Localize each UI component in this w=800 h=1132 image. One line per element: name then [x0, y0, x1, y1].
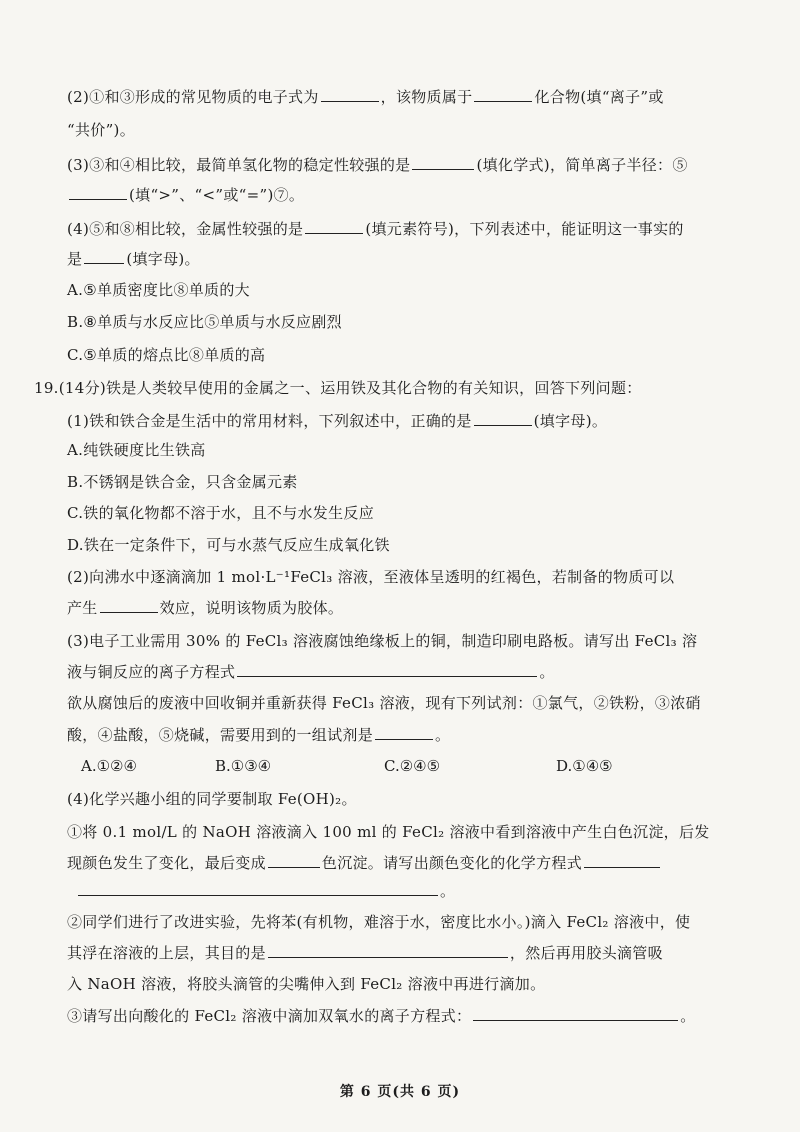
- text: 现颜色发生了变化，最后变成: [67, 854, 266, 872]
- text: C.⑤单质的熔点比⑧单质的高: [67, 346, 266, 364]
- q18-part3-line1: [67, 154, 688, 175]
- q18-option-c: [67, 345, 265, 365]
- q18-part2-line1: [67, 86, 664, 107]
- q19-part3-option-b: [215, 756, 271, 776]
- text: (4)化学兴趣小组的同学要制取 Fe(OH)₂。: [67, 790, 357, 808]
- q19-part4-sub2-line1: [67, 912, 690, 932]
- q19-part2-line1: [67, 567, 674, 587]
- q19-part4-heading: [67, 789, 357, 809]
- page-footer: 第 6 页(共 6 页): [339, 1084, 461, 1100]
- q19-part3-option-c: [384, 756, 440, 776]
- text: D.①④⑤: [556, 757, 613, 775]
- q19-part2-line2: [67, 597, 343, 618]
- text: 效应，说明该物质为胶体。: [159, 599, 344, 617]
- answer-blank[interactable]: [473, 1005, 678, 1021]
- text: ②同学们进行了改进实验，先将苯(有机物，难溶于水，密度比水小。)滴入 FeCl₂ 溶液中，使: [67, 913, 691, 931]
- text: 19.(14分)铁是人类较早使用的金属之一、运用铁及其化合物的有关知识，回答下列问题：: [34, 379, 642, 397]
- q19-part3-line4: [67, 724, 450, 745]
- answer-blank[interactable]: [69, 184, 127, 200]
- text: (2)向沸水中逐滴滴加 1 mol·L⁻¹FeCl₃ 溶液，至液体呈透明的红褐色，若制备的物质可以: [67, 568, 675, 586]
- answer-blank[interactable]: [375, 724, 433, 740]
- q18-option-a: [67, 280, 250, 300]
- text: 入 NaOH 溶液，将胶头滴管的尖嘴伸入到 FeCl₂ 溶液中再进行滴加。: [67, 975, 546, 993]
- q19-part1-option-d: [67, 535, 390, 555]
- q19-part1-option-b: [67, 472, 298, 492]
- text: (2)①和③形成的常见物质的电子式为: [67, 88, 319, 106]
- text: “共价”)。: [67, 121, 135, 139]
- answer-blank[interactable]: [268, 852, 320, 868]
- text: 其浮在溶液的上层，其目的是: [67, 944, 266, 962]
- text: ①将 0.1 mol/L 的 NaOH 溶液滴入 100 ml 的 FeCl₂ 溶液中看到溶液中产生白色沉淀，后发: [67, 823, 710, 841]
- text: B.①③④: [215, 757, 272, 775]
- q19-part1: [67, 410, 607, 431]
- answer-blank[interactable]: [268, 942, 508, 958]
- text: A.纯铁硬度比生铁高: [67, 441, 206, 459]
- text: (填“>”、“<”或“=”)⑦。: [129, 186, 305, 204]
- answer-blank[interactable]: [84, 248, 124, 264]
- q19-part4-sub2-line3: [67, 974, 545, 994]
- text: 是: [67, 250, 83, 268]
- text: (3)电子工业需用 30% 的 FeCl₃ 溶液腐蚀绝缘板上的铜，制造印刷电路板。请写出 FeCl₃ 溶: [67, 632, 698, 650]
- text: (填字母)。: [533, 412, 608, 430]
- answer-blank[interactable]: [412, 154, 474, 170]
- text: 。: [440, 882, 456, 900]
- q19-part4-sub1-line2: [67, 852, 662, 873]
- text: 产生: [67, 599, 98, 617]
- q19-part1-option-c: [67, 503, 374, 523]
- text: 欲从腐蚀后的废液中回收铜并重新获得 FeCl₃ 溶液，现有下列试剂：①氯气，②铁粉，③浓硝: [67, 694, 701, 712]
- answer-blank[interactable]: [237, 661, 537, 677]
- text: B.⑧单质与水反应比⑤单质与水反应剧烈: [67, 313, 342, 331]
- q19-part3-line1: [67, 631, 697, 651]
- text: C.②④⑤: [384, 757, 441, 775]
- text: 化合物(填“离子”或: [534, 88, 664, 106]
- text: A.⑤单质密度比⑧单质的大: [67, 281, 250, 299]
- q19-heading: [34, 378, 642, 398]
- text: ，该物质属于: [380, 88, 473, 106]
- answer-blank[interactable]: [584, 852, 660, 868]
- text: ，然后再用胶头滴管吸: [509, 944, 663, 962]
- text: 液与铜反应的离子方程式: [67, 663, 236, 681]
- q18-part4-line1: [67, 218, 684, 239]
- text: 色沉淀。请写出颜色变化的化学方程式: [321, 854, 583, 872]
- answer-blank[interactable]: [100, 597, 158, 613]
- text: (填字母)。: [126, 250, 200, 268]
- text: 酸，④盐酸，⑤烧碱，需要用到的一组试剂是: [67, 726, 374, 744]
- text: 。: [680, 1007, 696, 1025]
- q19-part3-line3: [67, 693, 701, 713]
- q19-part3-option-a: [81, 756, 137, 776]
- answer-blank[interactable]: [474, 410, 532, 426]
- text: (填化学式)，简单离子半径：⑤: [476, 156, 688, 174]
- answer-blank[interactable]: [78, 880, 438, 896]
- text: ③请写出向酸化的 FeCl₂ 溶液中滴加双氧水的离子方程式：: [67, 1007, 472, 1025]
- q18-option-b: [67, 312, 342, 332]
- text: C.铁的氧化物都不溶于水，且不与水发生反应: [67, 504, 375, 522]
- answer-blank[interactable]: [474, 86, 532, 102]
- text: A.①②④: [81, 757, 137, 775]
- text: (填元素符号)，下列表述中，能证明这一事实的: [365, 220, 684, 238]
- q18-part4-line2: [67, 248, 200, 269]
- text: 。: [435, 726, 451, 744]
- q18-part3-line2: [67, 184, 304, 205]
- q19-part4-sub1-line3: [76, 880, 455, 901]
- q19-part1-option-a: [67, 440, 206, 460]
- q19-part3-line2: [67, 661, 555, 682]
- text: B.不锈钢是铁合金，只含金属元素: [67, 473, 298, 491]
- q19-part3-option-d: [556, 756, 613, 776]
- q19-part4-sub2-line2: [67, 942, 663, 963]
- text: (1)铁和铁合金是生活中的常用材料，下列叙述中，正确的是: [67, 412, 472, 430]
- q19-part4-sub1-line1: [67, 822, 710, 842]
- text: D.铁在一定条件下，可与水蒸气反应生成氧化铁: [67, 536, 390, 554]
- answer-blank[interactable]: [321, 86, 379, 102]
- text: 。: [539, 663, 555, 681]
- q18-part2-line2: [67, 120, 135, 140]
- text: (3)③和④相比较，最简单氢化物的稳定性较强的是: [67, 156, 411, 174]
- text: (4)⑤和⑧相比较，金属性较强的是: [67, 220, 304, 238]
- answer-blank[interactable]: [305, 218, 363, 234]
- q19-part4-sub3: [67, 1005, 696, 1026]
